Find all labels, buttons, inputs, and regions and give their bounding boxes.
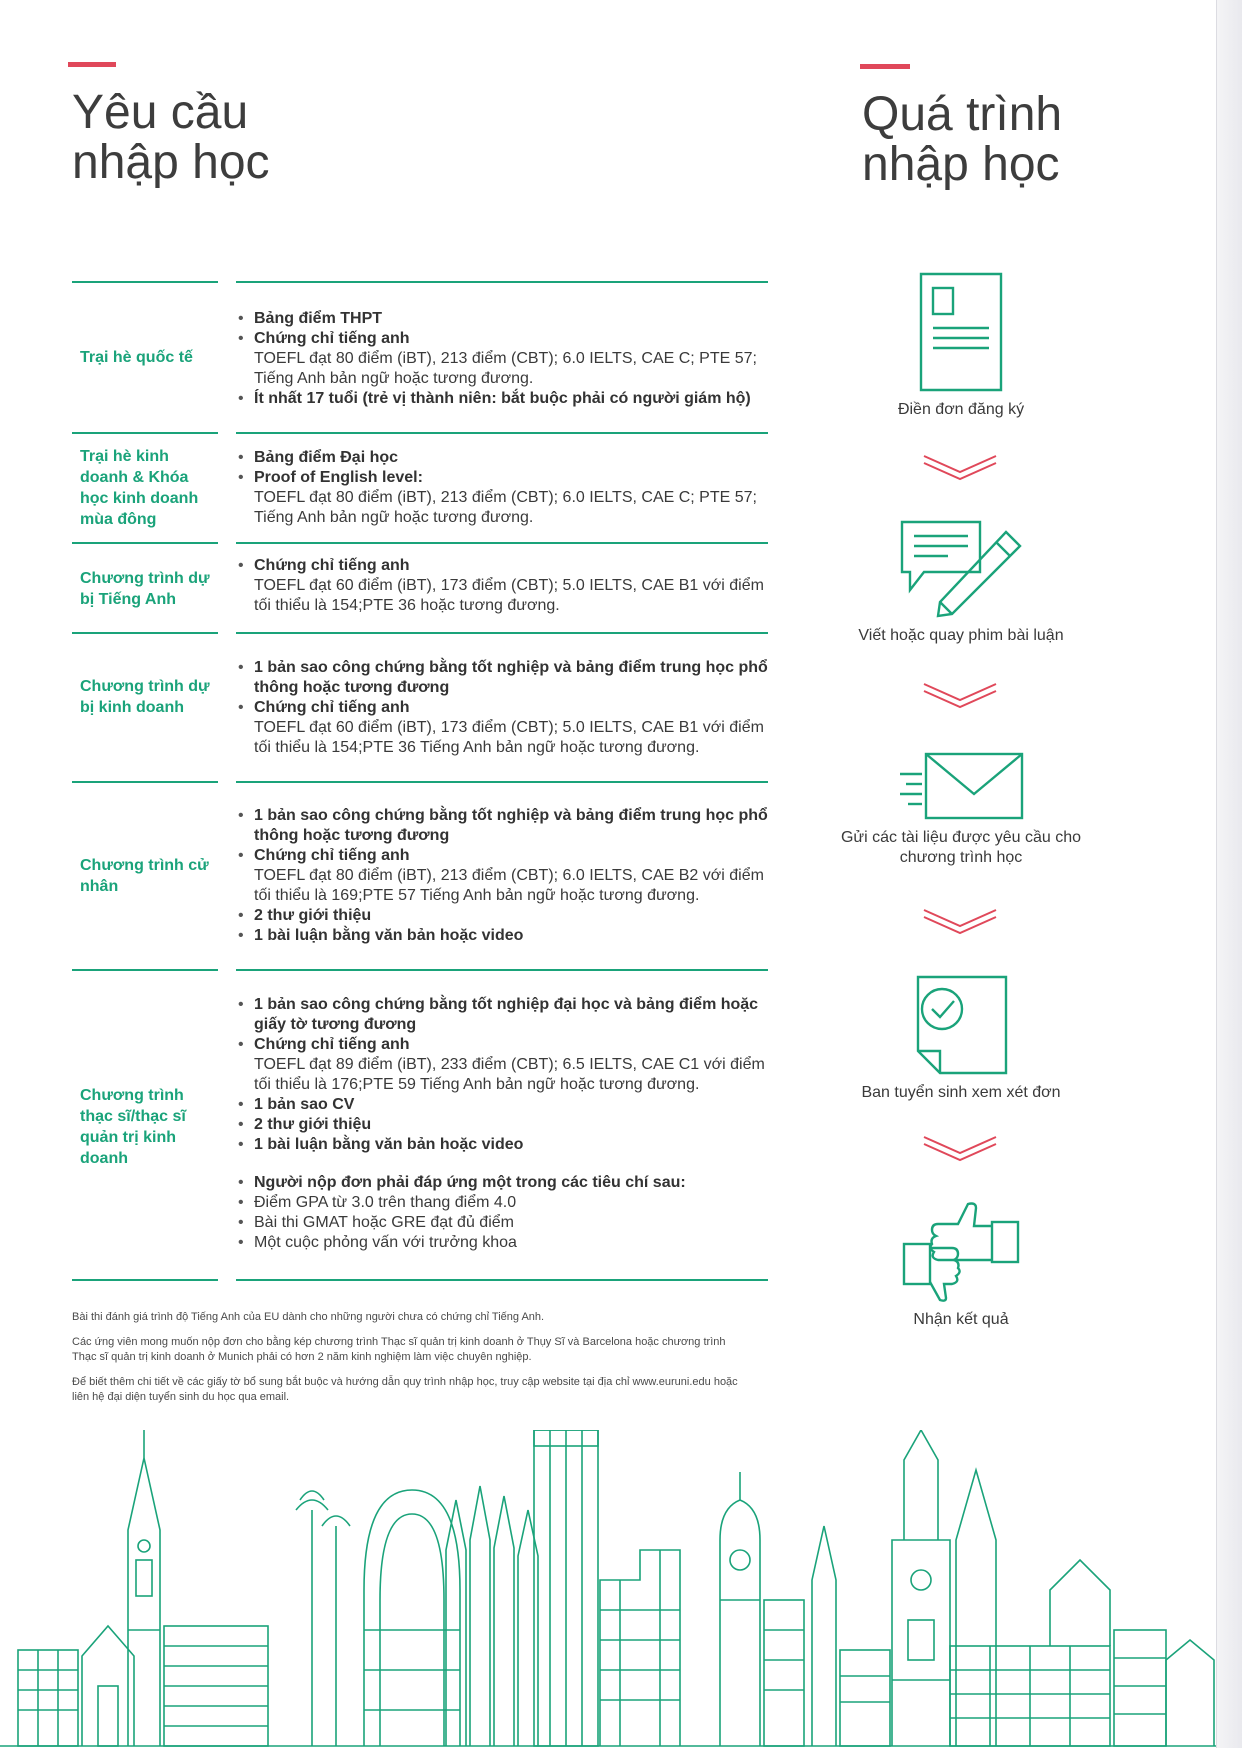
step-label: Điền đơn đăng ký — [897, 401, 1025, 418]
requirement-item: • Chứng chỉ tiếng anh TOEFL đạt 80 điểm (iBT), 213 điểm (CBT); 6.0 IELTS, CAE B2 với điểm tối thiểu là 169;PTE 57 Tiếng Anh bản ngữ hoặc tương đương. — [236, 846, 776, 906]
requirement-item: • 2 thư giới thiệu — [236, 906, 776, 926]
step-label: Gửi các tài liệu được yêu cầu cho chương trình học — [840, 829, 1082, 866]
footnote: Bài thi đánh giá trình độ Tiếng Anh của EU dành cho những người chưa có chứng chỉ Tiếng Anh. — [72, 1311, 545, 1323]
thumbs-icon — [896, 1202, 1026, 1302]
right-heading-line1: Quá trình — [862, 88, 1063, 141]
requirement-item: • Người nộp đơn phải đáp ứng một trong các tiêu chí sau: — [236, 1173, 776, 1193]
document-check-icon — [906, 975, 1016, 1075]
row-rule — [236, 281, 768, 283]
requirement-item: • Proof of English level: TOEFL đạt 80 điểm (iBT), 213 điểm (CBT); 6.0 IELTS, CAE C; PTE 57; Tiếng Anh bản ngữ hoặc tương đương. — [236, 468, 776, 528]
requirement-item: • Ít nhất 17 tuổi (trẻ vị thành niên: bắt buộc phải có người giám hộ) — [236, 389, 776, 409]
row-rule — [72, 781, 218, 783]
requirement-item: • Bảng điểm Đại học — [236, 448, 776, 468]
requirement-title: Trại hè kinh doanh & Khóa học kinh doanh mùa đông — [80, 448, 199, 528]
row-rule — [72, 281, 218, 283]
chevron-down-icon — [922, 680, 998, 710]
row-rule — [72, 1279, 218, 1281]
row-rule — [236, 1279, 768, 1281]
application-form-icon — [911, 272, 1011, 392]
page-edge — [1216, 0, 1242, 1748]
requirement-item: • 1 bài luận bằng văn bản hoặc video — [236, 1135, 776, 1155]
chevron-down-icon — [922, 452, 998, 482]
footnote: Để biết thêm chi tiết về các giấy tờ bổ sung bắt buộc và hướng dẫn quy trình nhập học, truy cập website tại địa chỉ www.euruni.edu hoặc liên hệ đại diện tuyển sinh du học qua email. — [72, 1376, 738, 1403]
envelope-icon — [896, 750, 1026, 820]
step-label: Nhận kết quả — [913, 1311, 1009, 1328]
row-rule — [72, 542, 218, 544]
step-label: Viết hoặc quay phim bài luận — [858, 627, 1064, 644]
requirement-item: • Chứng chỉ tiếng anh TOEFL đạt 60 điểm (iBT), 173 điểm (CBT); 5.0 IELTS, CAE B1 với điểm tối thiểu là 154;PTE 36 Tiếng Anh bản ngữ hoặc tương đương. — [236, 698, 776, 758]
requirement-title: Chương trình cử nhân — [80, 857, 209, 895]
step-label: Ban tuyển sinh xem xét đơn — [861, 1084, 1061, 1101]
essay-writing-icon — [896, 518, 1026, 618]
step-apply — [826, 272, 1096, 420]
requirement-title: Chương trình dự bị kinh doanh — [80, 678, 210, 716]
requirement-title: Chương trình dự bị Tiếng Anh — [80, 570, 210, 608]
requirement-item: • 1 bản sao công chứng bằng tốt nghiệp đại học và bảng điểm hoặc giấy tờ tương đương — [236, 995, 776, 1035]
footnotes — [72, 1310, 752, 1415]
requirement-item: • Chứng chỉ tiếng anh TOEFL đạt 80 điểm (iBT), 213 điểm (CBT); 6.0 IELTS, CAE C; PTE 57; Tiếng Anh bản ngữ hoặc tương đương. — [236, 329, 776, 389]
step-essay — [826, 518, 1096, 646]
requirement-item: • Điểm GPA từ 3.0 trên thang điểm 4.0 — [236, 1193, 776, 1213]
requirement-item: • 1 bài luận bằng văn bản hoặc video — [236, 926, 776, 946]
footnote: Các ứng viên mong muốn nộp đơn cho bằng kép chương trình Thạc sĩ quản trị kinh doanh ở Thụy Sĩ và Barcelona hoặc chương trình Thạc sĩ quản trị kinh doanh ở Munich phải có hơn 2 năm kinh nghiệm làm việc chuyên nghiệp. — [72, 1336, 726, 1363]
step-send — [826, 750, 1096, 868]
requirement-item: • 1 bản sao công chứng bằng tốt nghiệp và bảng điểm trung học phổ thông hoặc tương đương — [236, 658, 776, 698]
requirement-list — [236, 658, 776, 758]
left-heading-line1: Yêu cầu — [72, 86, 249, 139]
requirement-list — [236, 995, 776, 1253]
row-rule — [236, 432, 768, 434]
requirement-item: • 2 thư giới thiệu — [236, 1115, 776, 1135]
right-heading — [862, 90, 1062, 190]
requirement-item: • Chứng chỉ tiếng anh TOEFL đạt 60 điểm (iBT), 173 điểm (CBT); 5.0 IELTS, CAE B1 với điểm tối thiểu là 154;PTE 36 hoặc tương đương. — [236, 556, 776, 616]
chevron-down-icon — [922, 1133, 998, 1163]
requirement-list — [236, 556, 776, 616]
requirement-list — [236, 309, 776, 409]
requirement-title: Chương trình thạc sĩ/thạc sĩ quản trị kinh doanh — [80, 1087, 186, 1167]
requirement-item: • Một cuộc phỏng vấn với trưởng khoa — [236, 1233, 776, 1253]
requirement-item: • Bảng điểm THPT — [236, 309, 776, 329]
left-heading — [72, 88, 270, 188]
requirement-item: • Chứng chỉ tiếng anh TOEFL đạt 89 điểm (iBT), 233 điểm (CBT); 6.5 IELTS, CAE C1 với điểm tối thiểu là 176;PTE 59 Tiếng Anh bản ngữ hoặc tương đương. — [236, 1035, 776, 1095]
left-heading-line2: nhập học — [72, 136, 270, 189]
row-rule — [236, 632, 768, 634]
row-rule — [236, 542, 768, 544]
row-rule — [72, 632, 218, 634]
left-accent-bar — [68, 62, 116, 67]
step-result — [826, 1202, 1096, 1330]
requirement-item: • Bài thi GMAT hoặc GRE đạt đủ điểm — [236, 1213, 776, 1233]
row-rule — [72, 969, 218, 971]
requirement-item: • 1 bản sao CV — [236, 1095, 776, 1115]
requirement-list — [236, 806, 776, 946]
right-accent-bar — [860, 64, 910, 69]
requirement-list — [236, 448, 776, 528]
step-review — [826, 975, 1096, 1103]
city-skyline-illustration — [0, 1430, 1216, 1748]
right-heading-line2: nhập học — [862, 138, 1060, 191]
requirement-title: Trại hè quốc tế — [80, 349, 193, 366]
row-rule — [72, 432, 218, 434]
chevron-down-icon — [922, 906, 998, 936]
row-rule — [236, 781, 768, 783]
row-rule — [236, 969, 768, 971]
requirement-item: • 1 bản sao công chứng bằng tốt nghiệp và bảng điểm trung học phổ thông hoặc tương đương — [236, 806, 776, 846]
